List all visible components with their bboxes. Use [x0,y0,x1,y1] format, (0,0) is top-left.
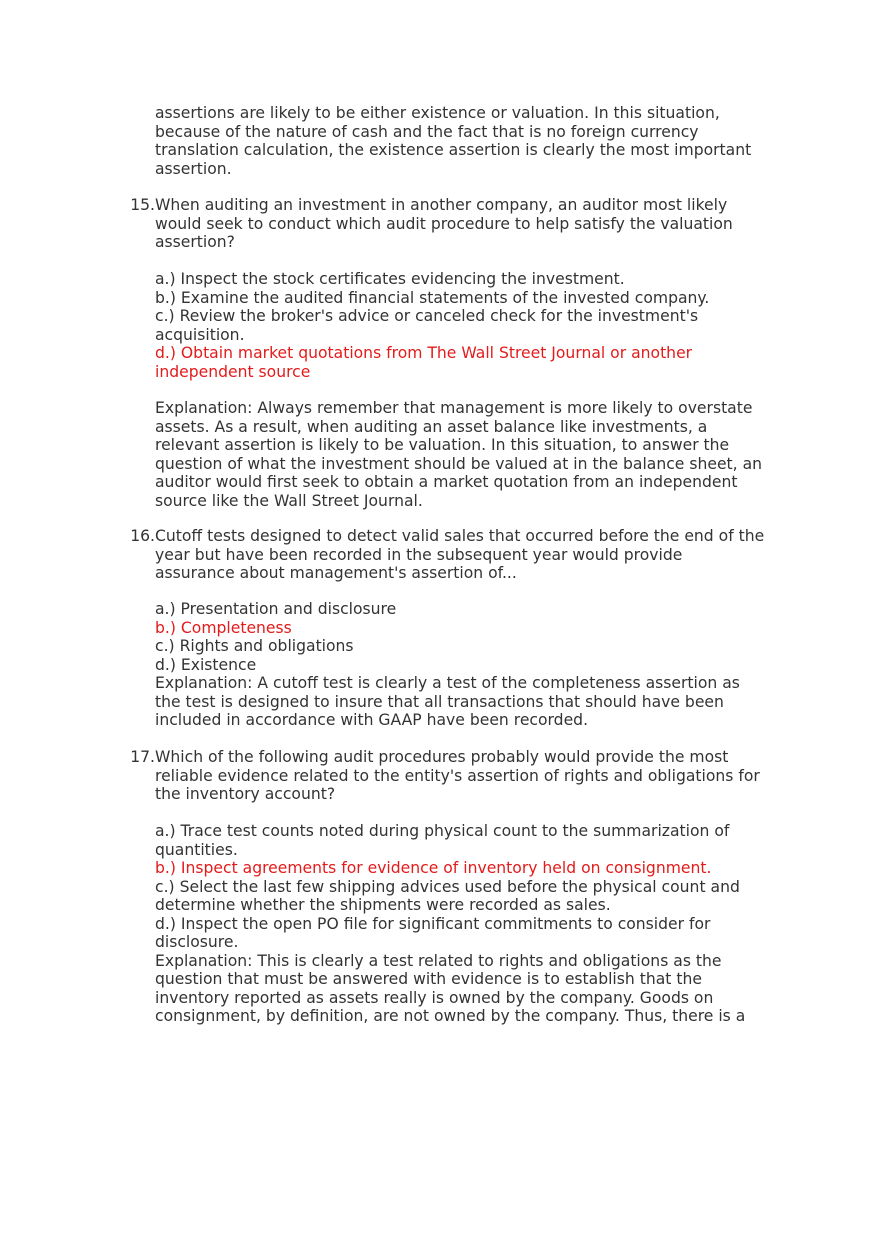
option-a: a.) Presentation and disclosure [155,600,397,618]
question-line: would seek to conduct which audit procedure to help satisfy the valuation [155,214,733,233]
explanation [155,952,795,1026]
question-number: 17. [130,748,155,766]
option-a [155,270,795,289]
option-d [155,915,795,952]
option-line: b.) Examine the audited financial statements of the invested company. [155,288,710,307]
q17-options-and-explanation [155,822,795,1026]
explanation-line: source like the Wall Street Journal. [155,491,423,510]
intro-line: because of the nature of cash and the fact that is no foreign currency [155,122,699,141]
question-15 [120,196,795,252]
question-line: reliable evidence related to the entity's assertion of rights and obligations for [155,766,760,785]
question-text [155,196,795,252]
question-line: Which of the following audit procedures probably would provide the most [155,748,729,766]
explanation-line: included in accordance with GAAP have been recorded. [155,711,589,729]
explanation-line: inventory reported as assets really is owned by the company. Goods on [155,988,714,1007]
question-number: 16. [130,527,155,545]
option-line: d.) Obtain market quotations from The Wall Street Journal or another [155,344,693,362]
option-b-correct-answer [155,859,795,878]
question-line: When auditing an investment in another company, an auditor most likely [155,196,728,214]
option-line: b.) Inspect agreements for evidence of inventory held on consignment. [155,859,712,877]
question-number: 15. [130,196,155,214]
explanation-line: question of what the investment should be valued at in the balance sheet, an [155,454,763,473]
option-line: quantities. [155,840,238,859]
option-b-correct-answer: b.) Completeness [155,618,292,637]
intro-paragraph [155,104,795,178]
explanation-line: Explanation: A cutoff test is clearly a test of the completeness assertion as [155,674,740,692]
option-line: c.) Review the broker's advice or canceled check for the investment's [155,307,699,325]
option-c [155,878,795,915]
explanation-line: the test is designed to insure that all transactions that should have been [155,692,724,711]
option-line: independent source [155,362,311,381]
explanation-line: auditor would first seek to obtain a market quotation from an independent [155,473,738,491]
question-line: year but have been recorded in the subsequent year would provide [155,545,683,564]
question-text [155,748,795,804]
option-a [155,822,795,859]
explanation-line: relevant assertion is likely to be valuation. In this situation, to answer the [155,436,730,454]
option-line: c.) Select the last few shipping advices used before the physical count and [155,877,740,896]
intro-line: translation calculation, the existence assertion is clearly the most important [155,141,752,159]
intro-line: assertions are likely to be either existence or valuation. In this situation, [155,104,720,122]
question-line: the inventory account? [155,785,336,803]
option-d: d.) Existence [155,655,257,674]
option-line: disclosure. [155,933,239,951]
q15-options [155,270,795,381]
option-c: c.) Rights and obligations [155,637,354,655]
question-line: assertion? [155,233,235,251]
q16-options-and-explanation [155,600,795,730]
intro-line: assertion. [155,159,232,178]
q15-explanation [155,399,795,510]
option-b [155,289,795,308]
explanation-line: Explanation: Always remember that management is more likely to overstate [155,399,753,417]
question-17 [120,748,795,804]
explanation-line: question that must be answered with evidence is to establish that the [155,970,702,988]
option-line: determine whether the shipments were recorded as sales. [155,896,611,914]
option-line: d.) Inspect the open PO file for significant commitments to consider for [155,914,711,933]
option-line: acquisition. [155,325,245,344]
option-d-correct-answer [155,344,795,381]
question-line: assurance about management's assertion of... [155,564,517,582]
option-c [155,307,795,344]
option-line: a.) Trace test counts noted during physical count to the summarization of [155,822,730,840]
question-line: Cutoff tests designed to detect valid sales that occurred before the end of the [155,527,765,545]
option-line: a.) Inspect the stock certificates evidencing the investment. [155,270,625,288]
explanation-line: consignment, by definition, are not owned by the company. Thus, there is a [155,1007,746,1025]
explanation-line: assets. As a result, when auditing an asset balance like investments, a [155,417,708,436]
explanation-line: Explanation: This is clearly a test related to rights and obligations as the [155,951,722,970]
question-text [155,527,795,583]
question-16 [120,527,795,583]
